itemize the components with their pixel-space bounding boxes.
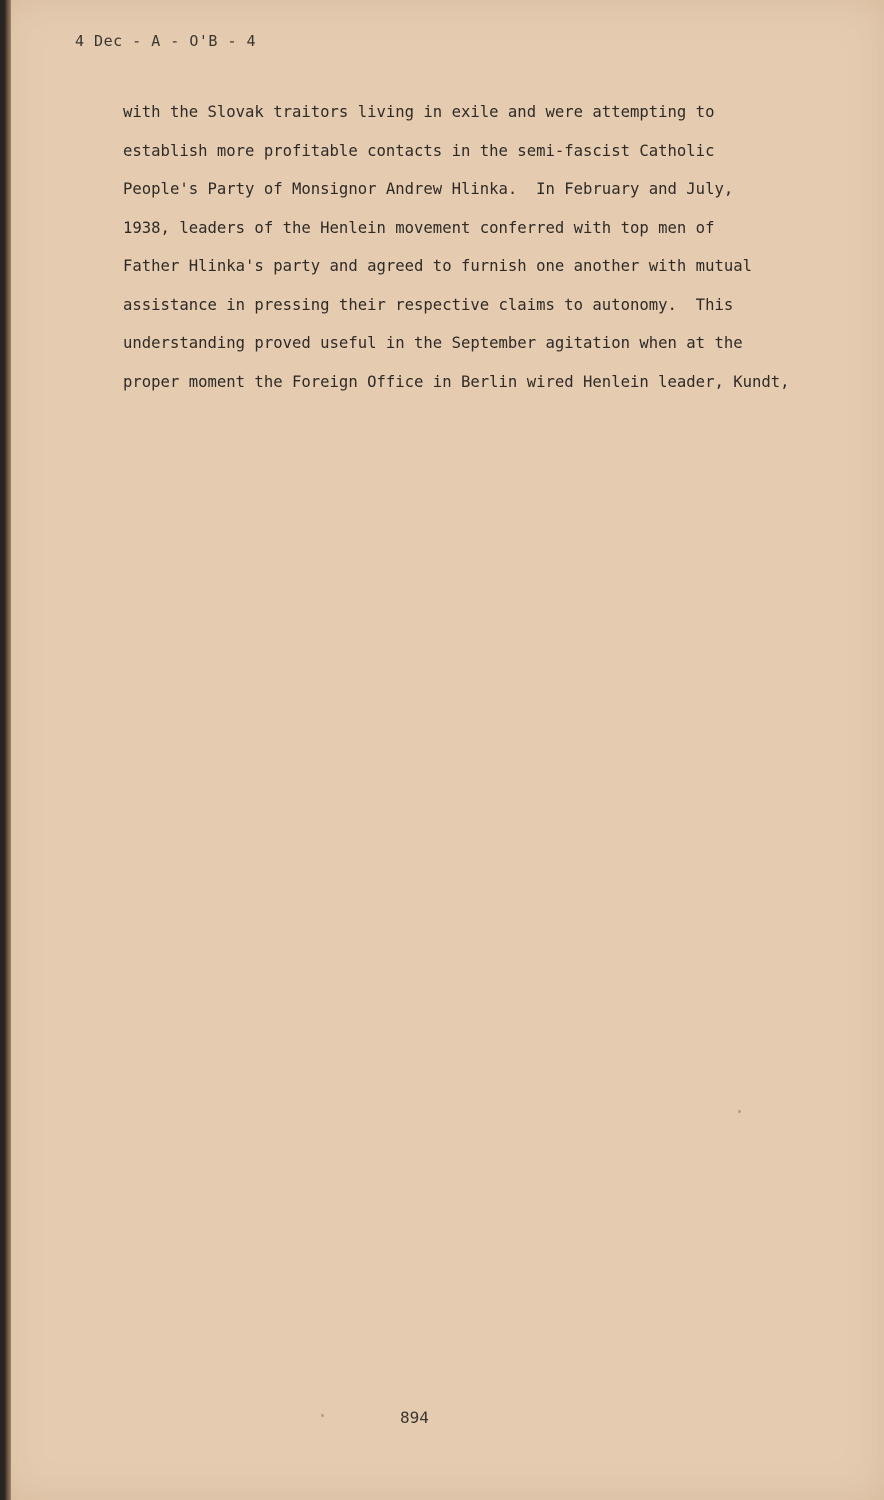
document-reference-header: 4 Dec - A - O'B - 4	[75, 32, 257, 50]
paper-speck	[738, 1110, 741, 1113]
text-line: Father Hlinka's party and agreed to furnish one another with mutual	[123, 257, 753, 275]
text-line: People's Party of Monsignor Andrew Hlinka. In February and July,	[123, 180, 734, 198]
paper-speck	[321, 1414, 324, 1417]
text-line: understanding proved useful in the September agitation when at the	[123, 334, 743, 352]
text-line: assistance in pressing their respective claims to autonomy. This	[123, 295, 734, 314]
text-line: establish more profitable contacts in the semi-fascist Catholic	[123, 141, 715, 160]
typed-paragraph	[123, 98, 843, 406]
text-line: 1938, leaders of the Henlein movement conferred with top men of	[123, 218, 715, 237]
page-number: 894	[400, 1408, 429, 1427]
text-line: proper moment the Foreign Office in Berlin wired Henlein leader, Kundt,	[123, 372, 790, 391]
page-left-edge	[5, 0, 11, 1500]
document-page	[5, 0, 884, 1500]
text-line: with the Slovak traitors living in exile and were attempting to	[123, 103, 715, 121]
